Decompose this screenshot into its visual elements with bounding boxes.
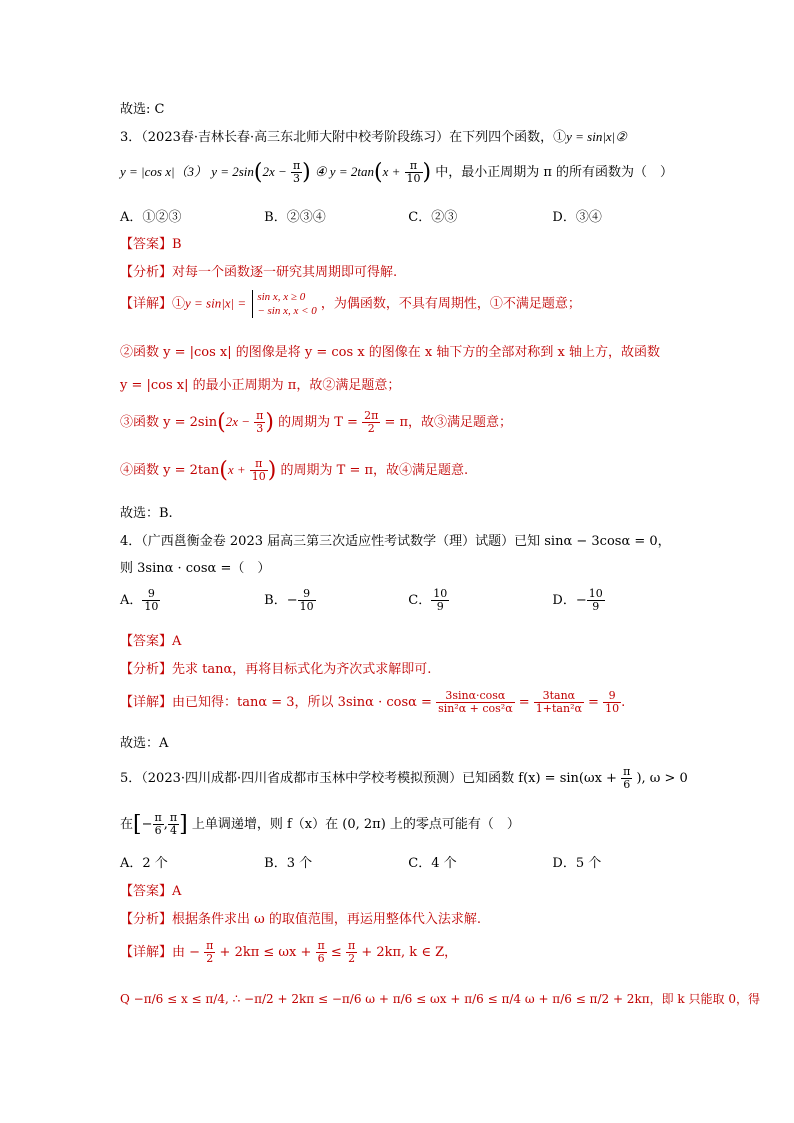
fraction: $\frac{\pi}{4}$	[169, 811, 178, 837]
q3-answer: 【答案】B	[120, 237, 182, 252]
q3-conclusion: 故选：B.	[120, 506, 173, 521]
option-c: C．4 个	[408, 856, 457, 871]
q3-stem-line1: 3．（2023春·吉林长春·高三东北师大附中校考阶段练习）在下列四个函数，①y = sin|x|②	[120, 129, 627, 145]
q5-stem-line1: 5．（2023·四川成都·四川省成都市玉林中学校考模拟预测）已知函数 f(x) = sin(ωx + $\frac{\pi}{6}$ ), ω > 0	[120, 765, 688, 791]
q5-analysis: 【分析】根据条件求出 ω 的取值范围，再运用整体代入法求解.	[120, 912, 481, 927]
q3-options	[120, 206, 684, 225]
q4-conclusion: 故选：A	[120, 736, 169, 751]
option-b: B．②③④	[264, 210, 326, 225]
q4-options	[120, 588, 684, 613]
q5-stem-line2: 在[− $\frac{\pi}{6}$ , $\frac{\pi}{4}$ ] 上单调递增，则 f（x）在 (0, 2π) 上的零点可能有（ ）	[120, 811, 520, 837]
option-c: C．②③	[408, 210, 458, 225]
fraction: $\frac{\pi}{6}$	[154, 811, 162, 837]
q3-detail2: ②函数 y = |cos x| 的图像是将 y = cos x 的图像在 x 轴下方的全部对称到 x 轴上方，故函数	[120, 345, 660, 360]
q3-detail3: ③函数 y = 2sin(2x − $\frac{\pi}{3}$ ) 的周期为 T = $\frac{2\pi}{2}$ = π，故③满足题意；	[120, 409, 513, 435]
q4-detail: 【详解】由已知得：tanα = 3，所以 3sinα · cosα = $\frac{3\sin\alpha\cdot\cos\alpha}{\text{sin²α + cos²α}}$ = $\frac{3\tan\alpha}{\text{1+tan²α}}$ = $\frac{9}{10}$ .	[120, 689, 626, 715]
fraction: $\frac{\pi}{2}$	[347, 939, 356, 965]
fraction: $\frac{\pi}{2}$	[206, 939, 214, 965]
q3-detail1: 【详解】①y = sin|x| = sin x, x ≥ 0 − sin x, x < 0 ，为偶函数，不具有周期性，①不满足题意；	[120, 291, 581, 317]
q4-stem-line1: 4．（广西邕衡金卷 2023 届高三第三次适应性考试数学（理）试题）已知 sinα − 3cosα = 0，	[120, 534, 671, 549]
fraction: $\frac{3\tan\alpha}{\text{1+tan²α}}$	[535, 689, 582, 715]
piecewise: sin x, x ≥ 0 − sin x, x < 0	[252, 290, 316, 318]
option-d: D．③④	[552, 210, 602, 225]
option-b: B．3 个	[264, 856, 313, 871]
q5-answer: 【答案】A	[120, 884, 182, 899]
fraction: $\frac{3\sin\alpha\cdot\cos\alpha}{\text{sin²α + cos²α}}$	[438, 689, 513, 715]
fraction: $\frac{\pi}{10}$	[406, 159, 421, 185]
q5-detail1: 【详解】由 − $\frac{\pi}{2}$ + 2kπ ≤ ωx + $\frac{\pi}{6}$ ≤ $\frac{\pi}{2}$ + 2kπ, k ∈ Z，	[120, 939, 458, 965]
q3-detail2b: y = |cos x| 的最小正周期为 π，故②满足题意；	[120, 378, 401, 393]
fraction: $\frac{\pi}{6}$	[317, 939, 325, 965]
fraction: $\frac{\pi}{6}$	[623, 765, 631, 791]
q3-detail4: ④函数 y = 2tan(x + $\frac{\pi}{10}$ ) 的周期为 T = π，故④满足题意.	[120, 457, 469, 483]
option-d: D．− $\frac{10}{9}$	[552, 587, 603, 613]
q4-analysis: 【分析】先求 tanα，再将目标式化为齐次式求解即可.	[120, 662, 432, 677]
option-c: C． $\frac{10}{9}$	[408, 587, 448, 613]
option-d: D．5 个	[552, 856, 602, 871]
fraction: $\frac{\pi}{10}$	[251, 457, 266, 483]
q5-detail2: Q −π/6 ≤ x ≤ π/4, ∴ −π/2 + 2kπ ≤ −π/6 ω + π/6 ≤ ωx + π/6 ≤ π/4 ω + π/6 ≤ π/2 + 2kπ，即 k 只能取 0，得	[120, 992, 760, 1006]
q3-stem-line2: y = |cos x|（3） y = 2sin(2x − $\frac{\pi}{3}$ ) ④ y = 2tan(x + $\frac{\pi}{10}$ ) 中，最小正周期为 π 的所有函数为（ ）	[120, 159, 674, 185]
option-b: B．− $\frac{9}{10}$	[264, 587, 314, 613]
option-a: A．①②③	[120, 210, 182, 225]
fraction: $\frac{2\pi}{2}$	[364, 409, 379, 435]
fraction: $\frac{9}{10}$	[605, 689, 620, 715]
q3-analysis: 【分析】对每一个函数逐一研究其周期即可得解.	[120, 265, 398, 280]
q4-stem-line2: 则 3sinα · cosα =（ ）	[120, 561, 271, 576]
option-a: A．2 个	[120, 856, 168, 871]
q5-options	[120, 852, 684, 871]
fraction: $\frac{\pi}{3}$	[256, 409, 264, 435]
fraction: $\frac{\pi}{3}$	[292, 159, 301, 185]
q2-conclusion: 故选: C	[120, 102, 165, 117]
option-a: A． $\frac{9}{10}$	[120, 587, 159, 613]
q4-answer: 【答案】A	[120, 634, 182, 649]
